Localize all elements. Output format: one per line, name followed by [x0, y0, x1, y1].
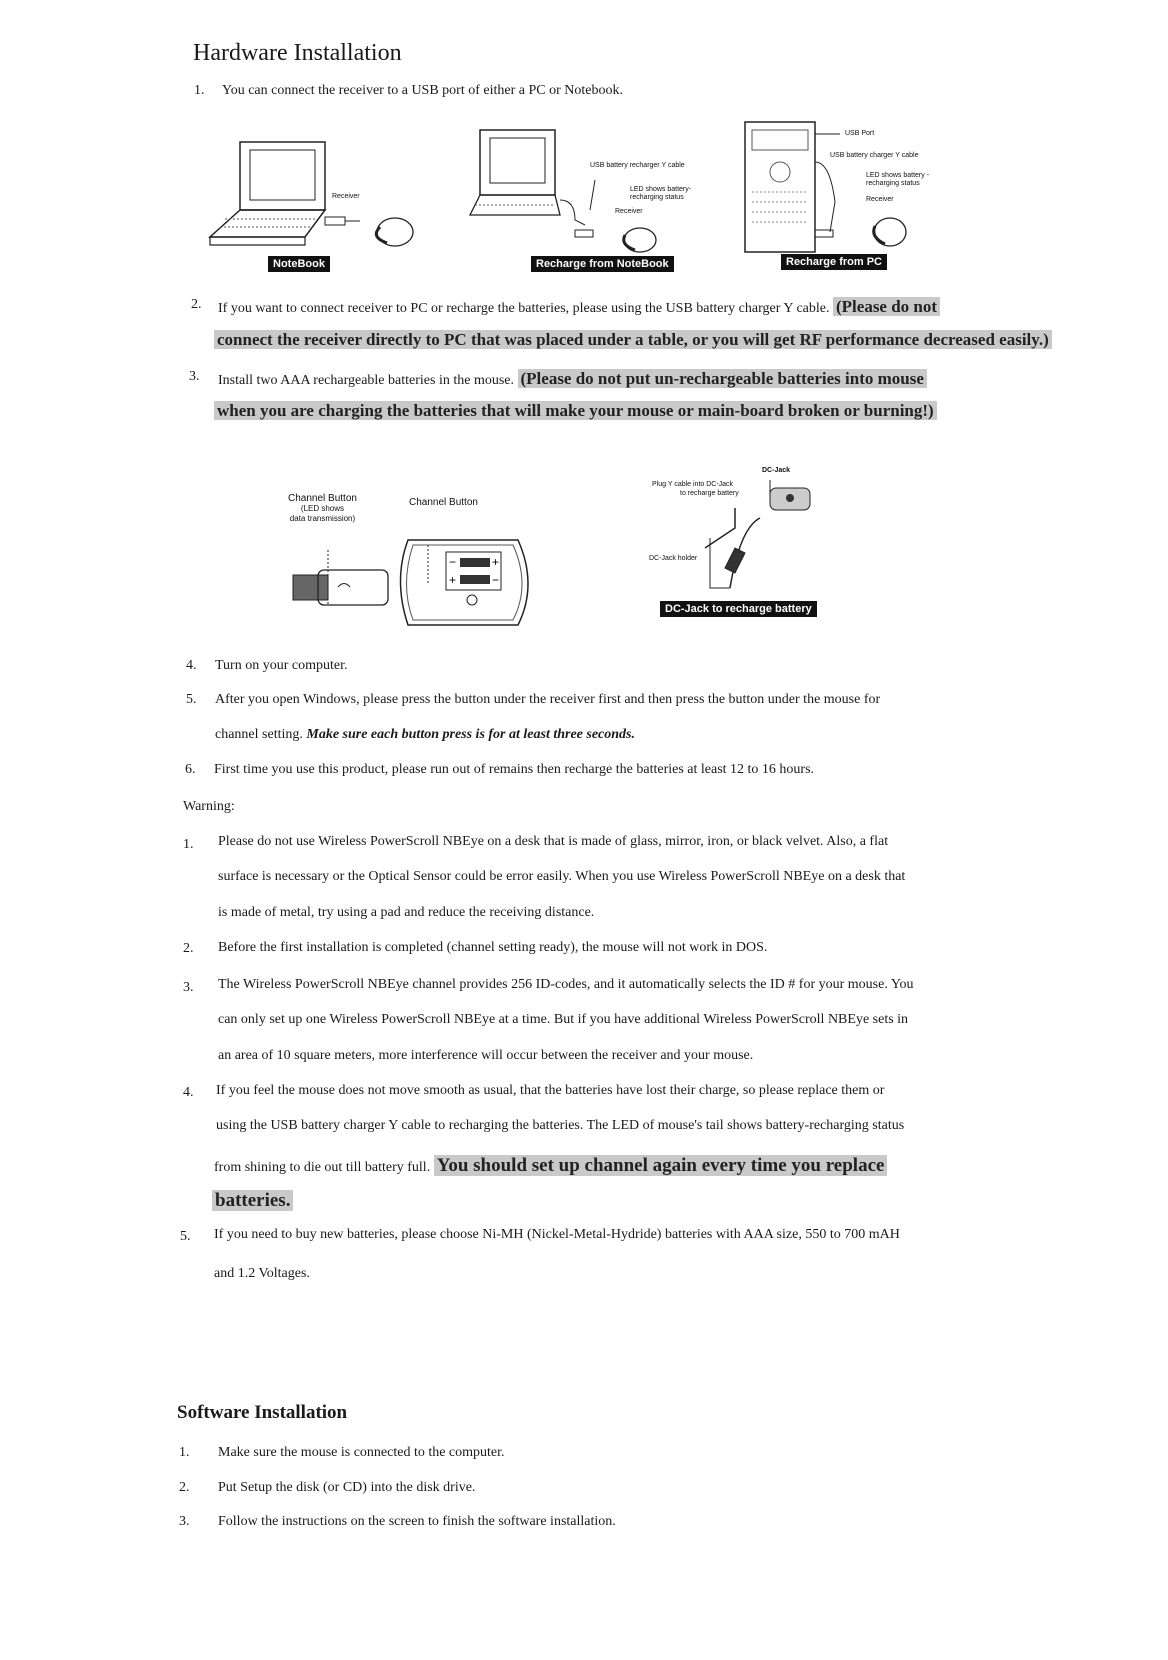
warning-text: and 1.2 Voltages. — [214, 1266, 310, 1281]
warning-number: 5. — [180, 1229, 191, 1244]
pc-recharge-caption: Recharge from PC — [781, 254, 887, 270]
led-label-2: recharging status — [866, 180, 920, 187]
step-text: After you open Windows, please press the button under the receiver first and then press the button under the mouse for — [215, 692, 881, 707]
step-text-cont — [215, 727, 635, 743]
emphasis-text: Make sure each button press is for at least three seconds. — [306, 727, 635, 742]
led-label-2: recharging status — [630, 194, 684, 201]
receiver-label: Receiver — [332, 193, 360, 200]
minus-sign: − — [492, 573, 500, 587]
step-number: 4. — [186, 658, 197, 673]
step-text-plain: channel setting. — [215, 727, 303, 742]
warning-text: can only set up one Wireless PowerScroll NBEye at a time. But if you have additional Wireless PowerScroll NBEye sets in — [218, 1012, 909, 1027]
warning-text: The Wireless PowerScroll NBEye channel provides 256 ID-codes, and it automatically selects the ID # for your mouse. You — [218, 977, 914, 992]
warning-number: 4. — [183, 1085, 194, 1100]
warning-text: Before the first installation is completed (channel setting ready), the mouse will not work in DOS. — [218, 940, 768, 955]
receiver-label: Receiver — [866, 196, 894, 203]
warning-text: an area of 10 square meters, more interference will occur between the receiver and your mouse. — [218, 1048, 754, 1063]
warning-number: 3. — [183, 980, 194, 995]
usb-cable-label: USB battery charger Y cable — [830, 152, 919, 159]
warning-highlight: when you are charging the batteries that will make your mouse or main-board broken or burning!) — [214, 401, 937, 420]
step-text — [218, 369, 927, 389]
warning-highlight: You should set up channel again every time you replace — [434, 1155, 888, 1176]
section-title: Software Installation — [177, 1402, 348, 1423]
warning-text-cont — [212, 1190, 293, 1212]
notebook-recharge-caption: Recharge from NoteBook — [531, 256, 674, 272]
dc-jack-label: DC-Jack — [762, 467, 791, 474]
warning-text: If you need to buy new batteries, please choose Ni-MH (Nickel-Metal-Hydride) batteries with AAA size, 550 to 700 mAH — [214, 1227, 900, 1242]
mouse-channel-label: Channel Button — [409, 497, 478, 508]
dc-jack-holder-label: DC-Jack holder — [649, 555, 698, 562]
receiver-channel-label: Channel Button (LED shows data transmission) — [288, 493, 357, 523]
plug-label-2: to recharge battery — [680, 490, 739, 497]
warning-title: Warning: — [183, 799, 235, 814]
software-step-number: 2. — [179, 1480, 190, 1495]
notebook-caption: NoteBook — [268, 256, 330, 272]
plus-sign: + — [449, 573, 457, 587]
software-step-text: Make sure the mouse is connected to the computer. — [218, 1445, 505, 1460]
warning-text: using the USB battery charger Y cable to recharging the batteries. The LED of mouse's tail shows battery-recharging status — [216, 1118, 905, 1133]
warning-text-plain: from shining to die out till battery full. — [214, 1160, 431, 1175]
warning-text: surface is necessary or the Optical Sensor could be error easily. When you use Wireless PowerScroll NBEye on a desk that — [218, 869, 906, 884]
software-step-number: 3. — [179, 1514, 190, 1529]
receiver-label: Receiver — [615, 208, 643, 215]
warning-text — [214, 1155, 887, 1177]
warning-highlight: batteries. — [212, 1190, 293, 1211]
step-number: 1. — [194, 83, 205, 98]
step-text-cont — [214, 330, 1052, 350]
software-step-text: Put Setup the disk (or CD) into the disk drive. — [218, 1480, 476, 1495]
step-text: First time you use this product, please run out of remains then recharge the batteries at least 12 to 16 hours. — [214, 762, 815, 777]
warning-number: 2. — [183, 941, 194, 956]
warning-highlight: (Please do not — [833, 297, 940, 316]
step-number: 2. — [191, 297, 202, 312]
step-text — [218, 297, 940, 317]
usb-cable-label: USB battery recharger Y cable — [590, 162, 685, 169]
warning-text: Please do not use Wireless PowerScroll NBEye on a desk that is made of glass, mirror, iron, or black velvet. Also, a flat — [218, 834, 889, 849]
dc-jack-illustration — [690, 478, 820, 598]
pc-recharge-illustration — [740, 122, 920, 257]
led-label: LED shows battery- — [630, 186, 692, 193]
usb-port-label: USB Port — [845, 130, 875, 137]
plug-label: Plug Y cable into DC-Jack — [652, 481, 734, 488]
receiver-mouse-illustration — [288, 530, 538, 630]
step-text-plain: Install two AAA rechargeable batteries in the mouse. — [218, 373, 514, 388]
led-label: LED shows battery - — [866, 172, 930, 179]
warning-highlight: (Please do not put un-rechargeable batteries into mouse — [518, 369, 927, 388]
software-step-text: Follow the instructions on the screen to finish the software installation. — [218, 1514, 616, 1529]
step-text: You can connect the receiver to a USB port of either a PC or Notebook. — [222, 83, 623, 98]
minus-sign: − — [449, 555, 457, 569]
step-number: 6. — [185, 762, 196, 777]
warning-text: If you feel the mouse does not move smooth as usual, that the batteries have lost their charge, so please replace them or — [216, 1083, 885, 1098]
step-text: Turn on your computer. — [215, 658, 348, 673]
warning-highlight: connect the receiver directly to PC that was placed under a table, or you will get RF performance decreased easily.) — [214, 330, 1052, 349]
plus-sign: + — [492, 555, 500, 569]
step-number: 5. — [186, 692, 197, 707]
step-text-cont — [214, 401, 937, 421]
dc-jack-caption: DC-Jack to recharge battery — [660, 601, 817, 617]
warning-text: is made of metal, try using a pad and reduce the receiving distance. — [218, 905, 595, 920]
page-title: Hardware Installation — [193, 40, 402, 66]
warning-number: 1. — [183, 837, 194, 852]
step-text-plain: If you want to connect receiver to PC or recharge the batteries, please using the USB battery charger Y cable. — [218, 301, 830, 316]
software-step-number: 1. — [179, 1445, 190, 1460]
step-number: 3. — [189, 369, 200, 384]
